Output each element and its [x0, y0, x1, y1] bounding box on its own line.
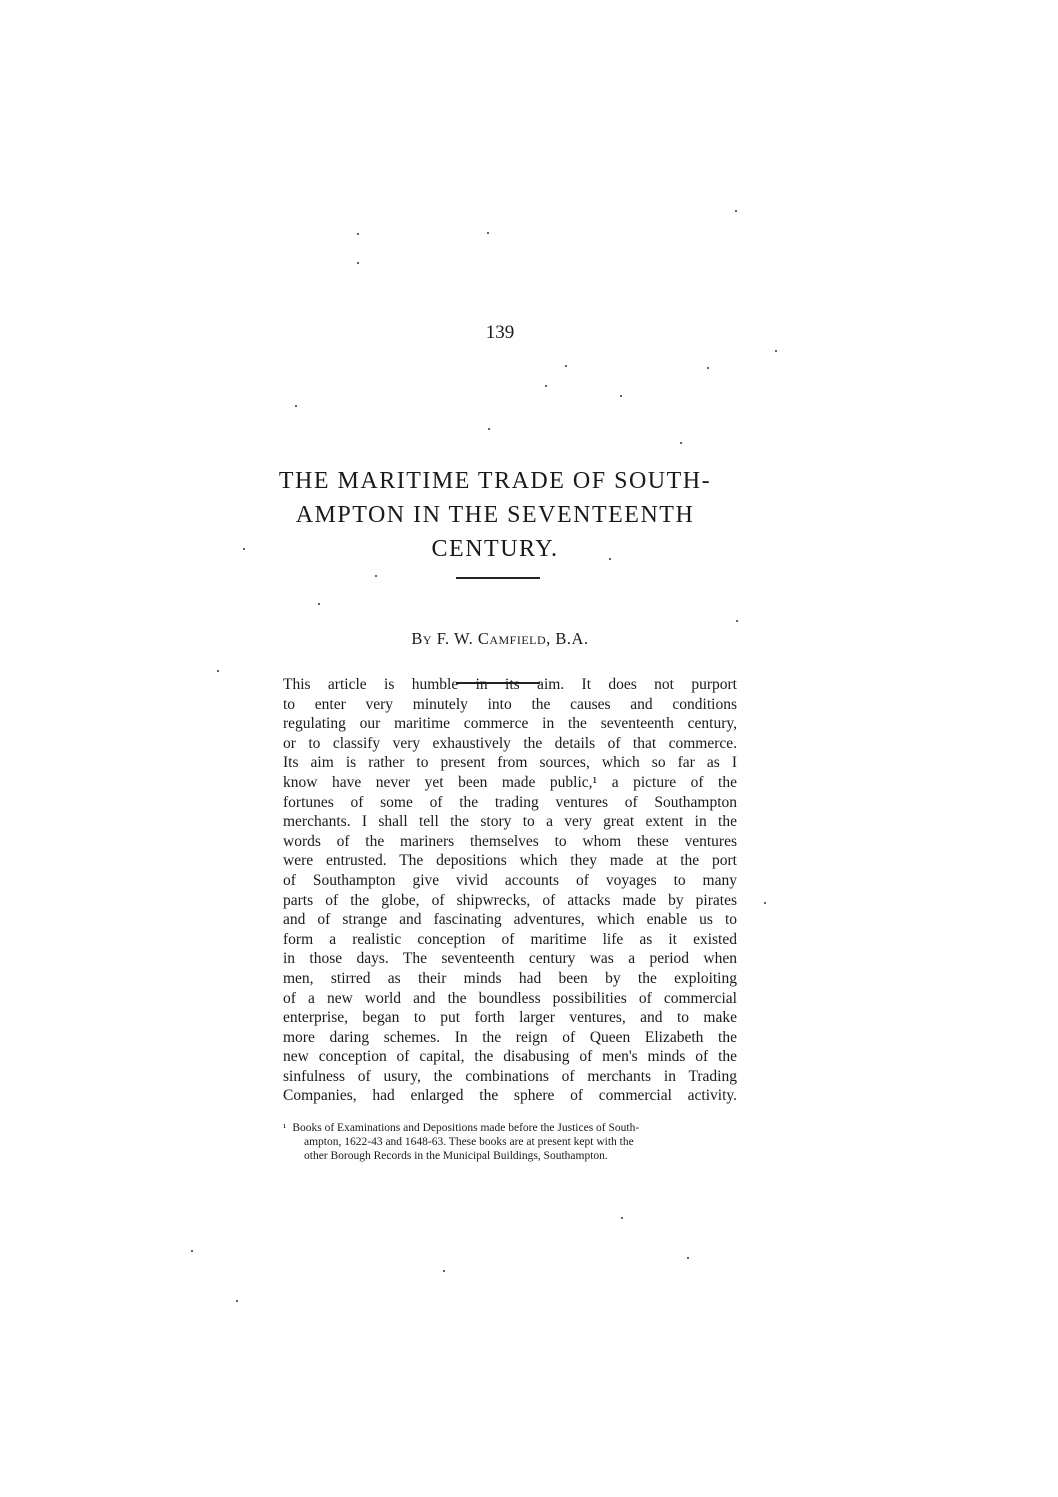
- scan-speck: [735, 210, 737, 212]
- body-line: parts of the globe, of shipwrecks, of attacks made by pirates: [283, 891, 737, 909]
- body-line: form a realistic conception of maritime life as it existed: [283, 930, 737, 948]
- byline: [0, 629, 1000, 649]
- body-line: merchants. I shall tell the story to a very great extent in the: [283, 813, 737, 831]
- footnote-line: other Borough Records in the Municipal Buildings, Southampton.: [304, 1150, 608, 1162]
- scan-speck: [620, 395, 622, 397]
- scan-speck: [191, 1250, 193, 1252]
- scan-speck: [609, 558, 611, 560]
- body-line: enterprise, began to put forth larger ventures, and to make: [283, 1009, 737, 1027]
- body-line: regulating our maritime commerce in the seventeenth century,: [283, 715, 737, 733]
- scan-speck: [443, 1270, 445, 1272]
- footnote-text: Books of Examinations and Depositions made before the Justices of South-: [292, 1122, 640, 1134]
- title-divider: [456, 577, 540, 579]
- body-line: know have never yet been made public,¹ a picture of the: [283, 773, 737, 791]
- scan-speck: [375, 575, 377, 577]
- article-title: [225, 464, 765, 566]
- byline-author: F. W. Camfield, B.A.: [436, 629, 589, 648]
- scan-speck: [707, 367, 709, 369]
- body-line: fortunes of some of the trading ventures of Southampton: [283, 793, 737, 811]
- body-line: more daring schemes. In the reign of Queen Elizabeth the: [283, 1028, 737, 1046]
- footnote-line: [283, 1121, 737, 1135]
- body-line: new conception of capital, the disabusing of men's minds of the: [283, 1048, 737, 1066]
- scan-speck: [687, 1257, 689, 1259]
- body-line: or to classify very exhaustively the details of that commerce.: [283, 734, 737, 752]
- page-number: 139: [485, 322, 515, 343]
- scan-speck: [545, 385, 547, 387]
- body-line: of Southampton give vivid accounts of voyages to many: [283, 871, 737, 889]
- scan-speck: [295, 405, 297, 407]
- body-line: Companies, had enlarged the sphere of commercial activity.: [283, 1087, 737, 1105]
- body-line: to enter very minutely into the causes and conditions: [283, 695, 737, 713]
- scan-speck: [217, 670, 219, 672]
- body-line: men, stirred as their minds had been by the exploiting: [283, 969, 737, 987]
- scan-speck: [487, 232, 489, 234]
- title-line: AMPTON IN THE SEVENTEENTH: [295, 502, 695, 528]
- scan-speck: [488, 428, 490, 430]
- article-body: [283, 675, 737, 1106]
- body-line: Its aim is rather to present from sources, which so far as I: [283, 754, 737, 772]
- scan-speck: [680, 442, 682, 444]
- scan-speck: [357, 262, 359, 264]
- body-line: and of strange and fascinating adventures, which enable us to: [283, 911, 737, 929]
- title-line: CENTURY.: [431, 536, 559, 562]
- scan-speck: [621, 1217, 623, 1219]
- body-line: in those days. The seventeenth century was a period when: [283, 950, 737, 968]
- scan-speck: [236, 1300, 238, 1302]
- scan-speck: [775, 350, 777, 352]
- scan-speck: [736, 620, 738, 622]
- body-line: This article is humble in its aim. It does not purport: [283, 676, 737, 693]
- scan-speck: [243, 548, 245, 550]
- body-line: of a new world and the boundless possibilities of commercial: [283, 989, 737, 1007]
- title-line: THE MARITIME TRADE OF SOUTH-: [278, 468, 712, 494]
- scan-speck: [318, 603, 320, 605]
- scan-speck: [357, 233, 359, 235]
- scan-speck: [764, 902, 766, 904]
- body-line: words of the mariners themselves to whom these ventures: [283, 832, 737, 850]
- footnote-line: ampton, 1622-43 and 1648-63. These books are at present kept with the: [304, 1136, 634, 1148]
- body-line: were entrusted. The depositions which they made at the port: [283, 852, 737, 870]
- footnote-mark: ¹: [283, 1122, 287, 1134]
- footnote: [283, 1121, 737, 1163]
- body-line: sinfulness of usury, the combinations of merchants in Trading: [283, 1067, 737, 1085]
- byline-prefix: By: [411, 629, 433, 648]
- scan-speck: [565, 365, 567, 367]
